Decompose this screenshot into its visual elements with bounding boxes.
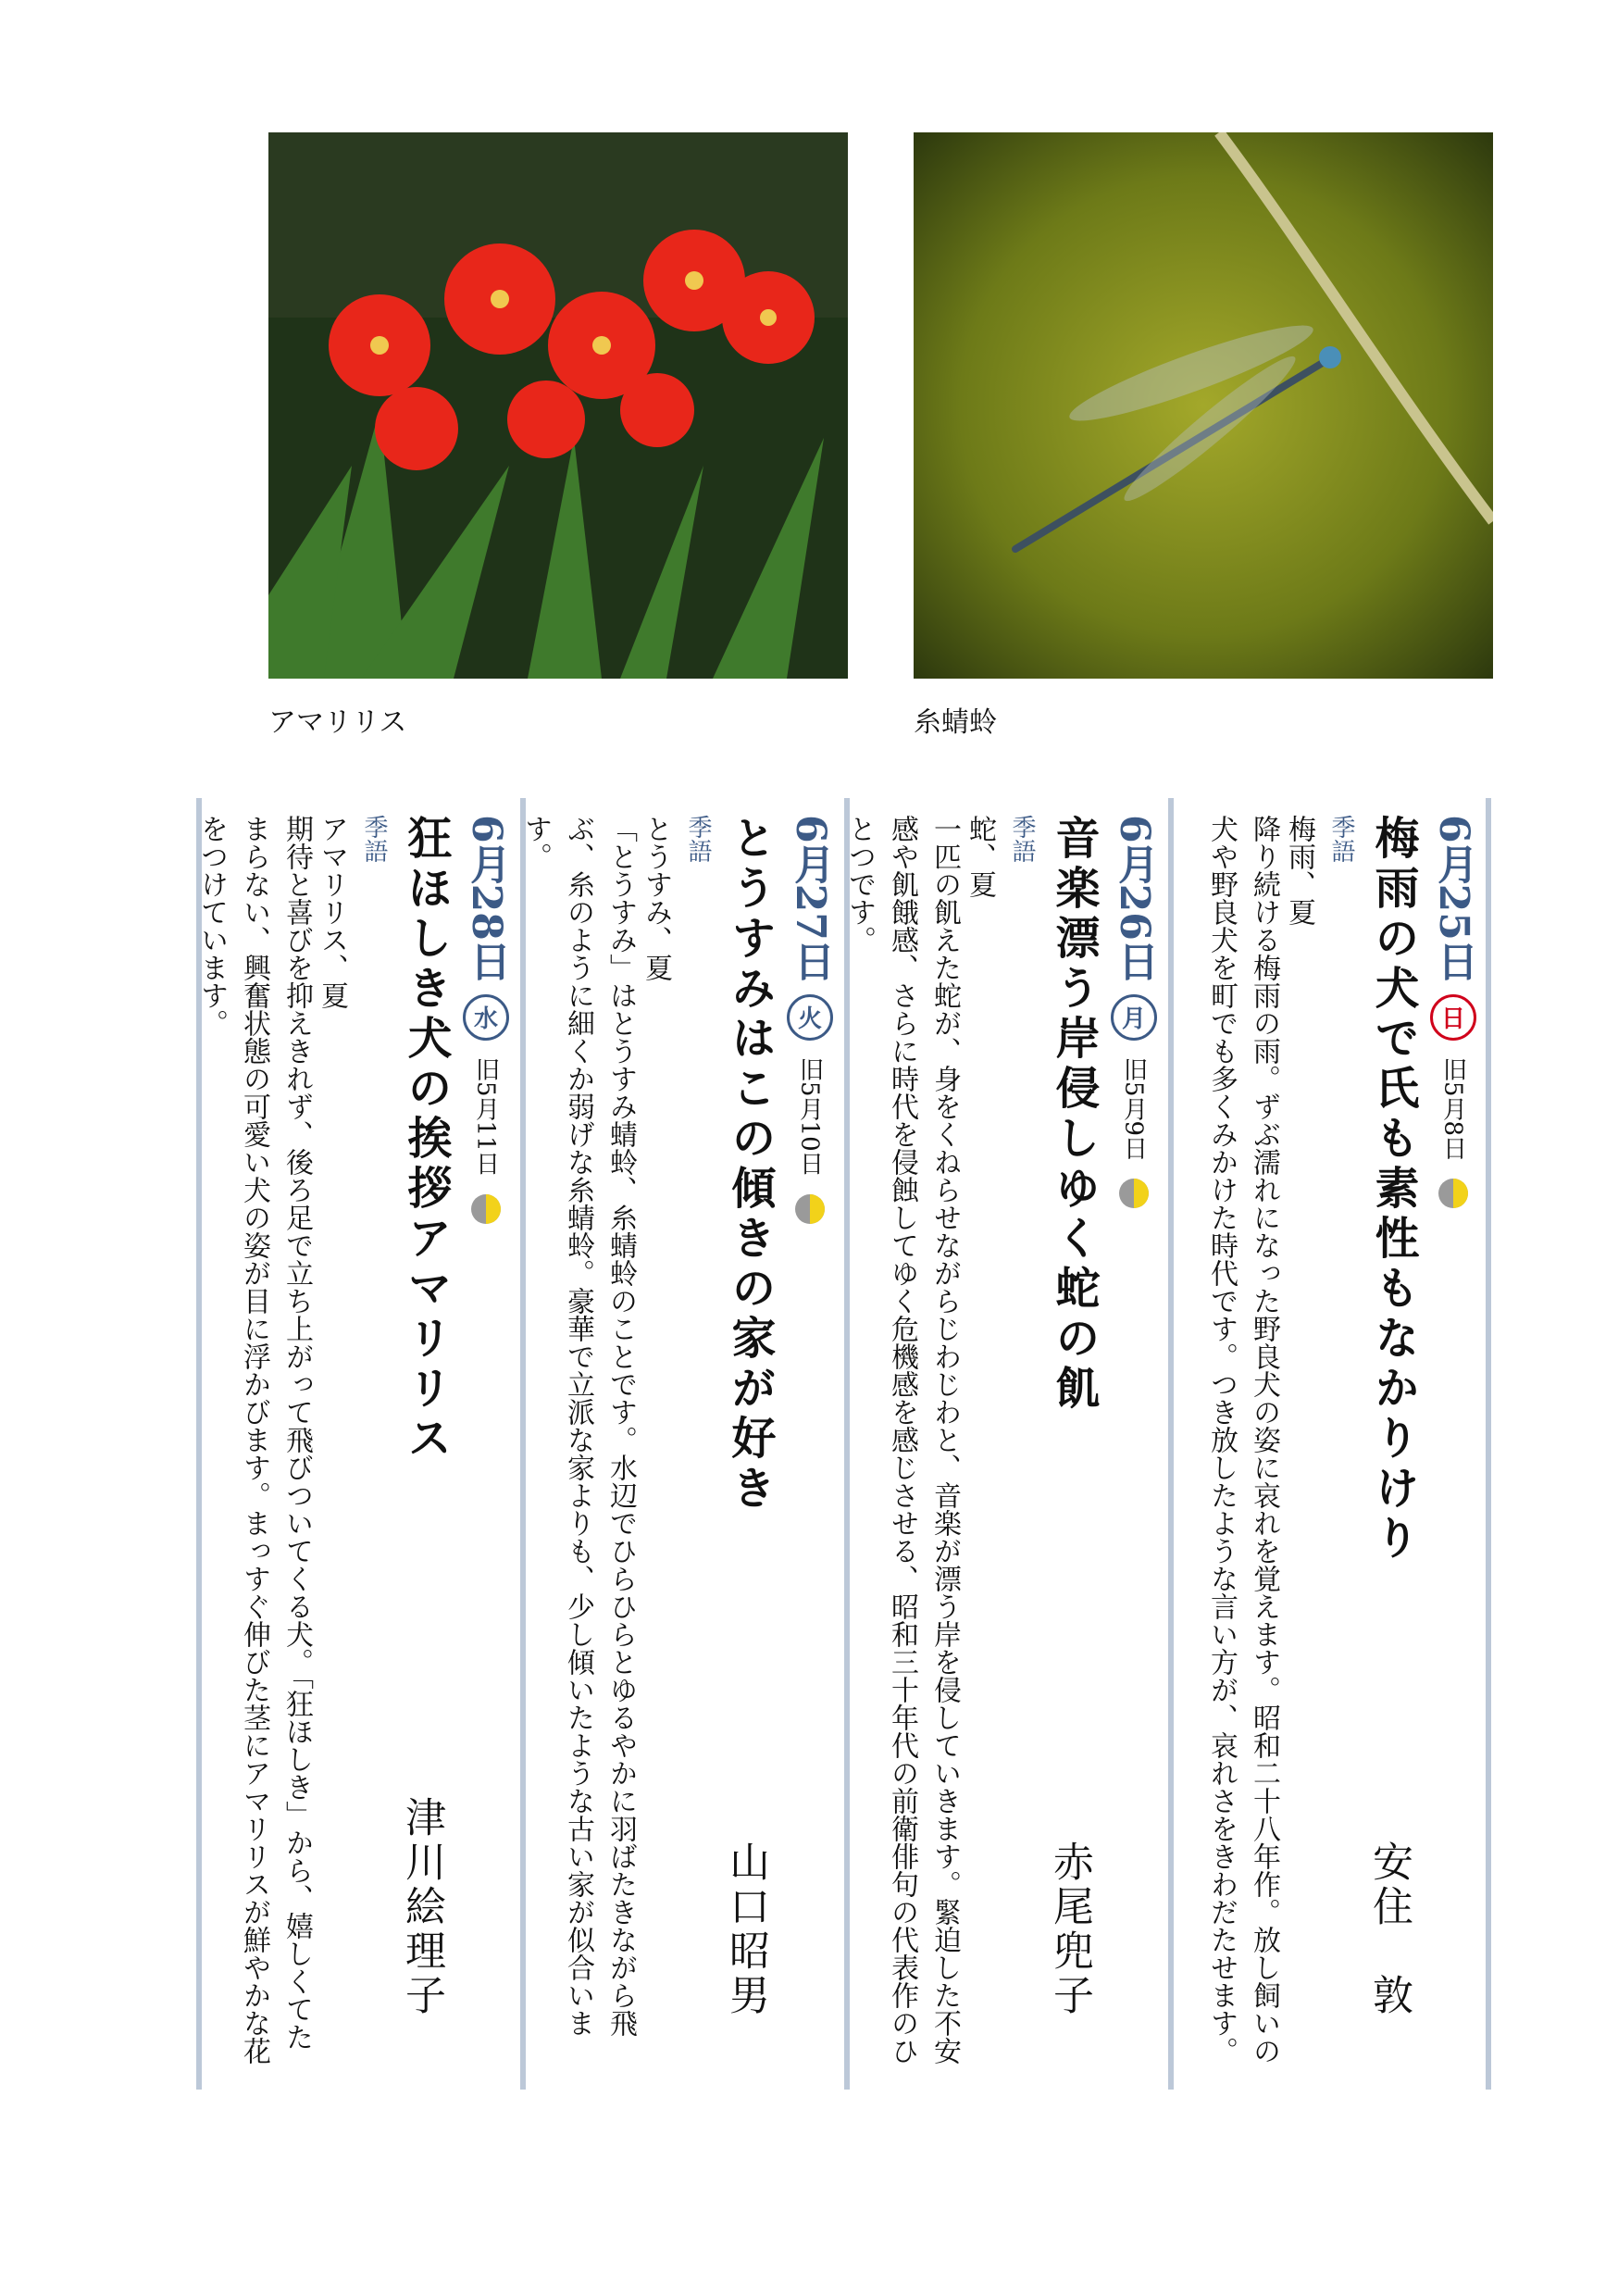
haiku-author: 山口昭男 bbox=[722, 1841, 769, 2018]
divider bbox=[1486, 798, 1491, 2090]
entry-date: 6月28日 bbox=[463, 815, 510, 981]
haiku-text: とうすみはこの傾きの家が好き bbox=[724, 815, 776, 1515]
old-calendar-date: 旧5月10日 bbox=[795, 1056, 824, 1176]
date-column bbox=[782, 815, 838, 2074]
moon-phase-icon bbox=[1117, 1177, 1151, 1210]
haiku-entry bbox=[1180, 815, 1481, 2074]
kigo-text: 梅雨、夏 bbox=[1283, 815, 1315, 926]
entry-date: 6月26日 bbox=[1111, 815, 1158, 981]
haiku-entry bbox=[519, 815, 838, 2074]
date-column bbox=[1106, 815, 1162, 2074]
date-column bbox=[458, 815, 514, 2074]
kigo-label: 季語 bbox=[360, 815, 388, 863]
haiku-text: 梅雨の犬で氏も素性もなかりけり bbox=[1367, 815, 1419, 1565]
old-calendar-date: 旧5月9日 bbox=[1119, 1056, 1148, 1160]
photo-caption: 糸蜻蛉 bbox=[914, 706, 997, 739]
kigo bbox=[1285, 815, 1359, 2074]
old-calendar-date: 旧5月8日 bbox=[1438, 1056, 1467, 1160]
divider bbox=[520, 798, 526, 2090]
kigo-text: アマリリス、夏 bbox=[316, 815, 348, 1009]
kigo bbox=[965, 815, 1039, 2074]
amaryllis-photo bbox=[268, 132, 848, 679]
kigo bbox=[317, 815, 392, 2074]
kigo-text: 蛇、夏 bbox=[964, 815, 996, 898]
kigo-text: とうすみ、夏 bbox=[640, 815, 672, 981]
haiku-entry bbox=[195, 815, 514, 2074]
divider bbox=[1168, 798, 1174, 2090]
old-calendar-date: 旧5月11日 bbox=[471, 1056, 500, 1176]
commentary: 降り続ける梅雨の雨。ずぶ濡れになった野良犬の姿に哀れを覚えます。昭和二十八年作。放し飼いの犬や野良犬を町でも多くみかけた時代です。つき放したような言い方が、哀れさをきわだたせます。 bbox=[1205, 815, 1280, 2065]
moon-phase-icon bbox=[469, 1192, 503, 1226]
entry-date: 6月25日 bbox=[1430, 815, 1477, 981]
haiku-author: 安住 敦 bbox=[1365, 1841, 1413, 2018]
kigo-label: 季語 bbox=[684, 815, 712, 863]
haiku-author: 津川絵理子 bbox=[398, 1796, 445, 2018]
weekday-badge: 月 bbox=[1111, 994, 1157, 1041]
kigo-label: 季語 bbox=[1008, 815, 1036, 863]
weekday-badge: 火 bbox=[787, 994, 833, 1041]
haiku-text: 音楽漂う岸侵しゆく蛇の飢 bbox=[1048, 815, 1100, 1415]
kigo bbox=[641, 815, 716, 2074]
entry-date: 6月27日 bbox=[787, 815, 834, 981]
weekday-badge: 水 bbox=[463, 994, 509, 1041]
kigo-label: 季語 bbox=[1327, 815, 1355, 863]
haiku-entry bbox=[843, 815, 1162, 2074]
weekday-badge: 日 bbox=[1430, 994, 1476, 1041]
moon-phase-icon bbox=[1437, 1177, 1470, 1210]
moon-phase-icon bbox=[793, 1192, 827, 1226]
commentary: 期待と喜びを抑えきれず、後ろ足で立ち上がって飛びついてくる犬。「狂ほしき」から、嬉しくてたまらない、興奮状態の可愛い犬の姿が目に浮かびます。まっすぐ伸びた茎にアマリリスが鮮やかな花をつけています。 bbox=[195, 815, 313, 2065]
photo-caption: アマリリス bbox=[268, 706, 407, 739]
haiku-text: 狂ほしき犬の挨拶アマリリス bbox=[400, 815, 452, 1465]
divider bbox=[844, 798, 850, 2090]
damselfly-photo bbox=[914, 132, 1493, 679]
date-column bbox=[1425, 815, 1481, 2074]
commentary: 一匹の飢えた蛇が、身をくねらせながらじわじわと、音楽が漂う岸を侵していきます。緊迫した不安感や飢餓感、さらに時代を侵蝕してゆく危機感を感じさせる、昭和三十年代の前衛俳句の代表作のひとつです。 bbox=[843, 815, 961, 2065]
commentary: 「とうすみ」はとうすみ蜻蛉、糸蜻蛉のことです。水辺でひらひらとゆるやかに羽ばたきながら飛ぶ、糸のように細くか弱げな糸蜻蛉。豪華で立派な家よりも、少し傾いたような古い家が似合います。 bbox=[519, 815, 637, 2037]
haiku-author: 赤尾兜子 bbox=[1046, 1841, 1093, 2018]
